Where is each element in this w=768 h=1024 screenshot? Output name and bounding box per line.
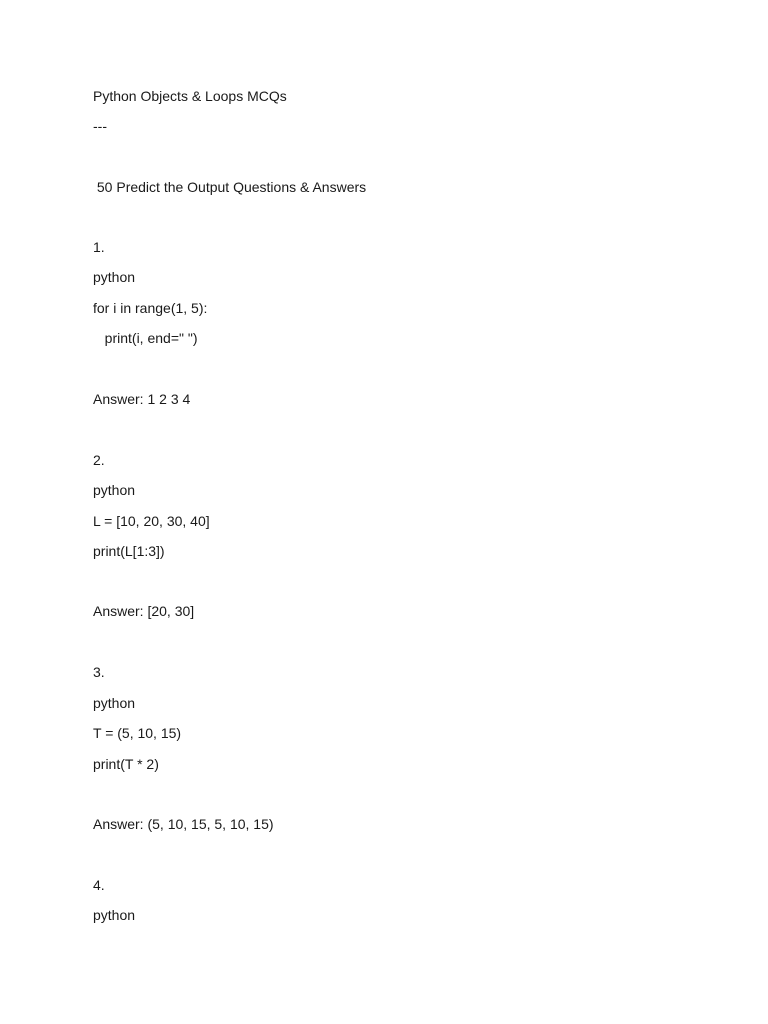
- code-line: for i in range(1, 5):: [93, 300, 208, 316]
- document-title: Python Objects & Loops MCQs: [93, 88, 287, 104]
- code-language-label: python: [93, 482, 136, 498]
- code-line: T = (5, 10, 15): [93, 725, 182, 741]
- answer-text: Answer: (5, 10, 15, 5, 10, 15): [93, 816, 274, 832]
- code-line: print(L[1:3]): [93, 543, 165, 559]
- separator: ---: [93, 118, 107, 134]
- question-number: 3.: [93, 664, 105, 680]
- document-subtitle: 50 Predict the Output Questions & Answers: [93, 179, 367, 195]
- question-number: 4.: [93, 877, 105, 893]
- question-number: 1.: [93, 239, 105, 255]
- code-language-label: python: [93, 907, 136, 923]
- answer-text: Answer: 1 2 3 4: [93, 391, 191, 407]
- answer-text: Answer: [20, 30]: [93, 603, 195, 619]
- code-line: print(i, end=" "): [93, 330, 198, 346]
- code-language-label: python: [93, 695, 136, 711]
- code-line: print(T * 2): [93, 756, 159, 772]
- code-line: L = [10, 20, 30, 40]: [93, 513, 210, 529]
- code-language-label: python: [93, 269, 136, 285]
- question-number: 2.: [93, 452, 105, 468]
